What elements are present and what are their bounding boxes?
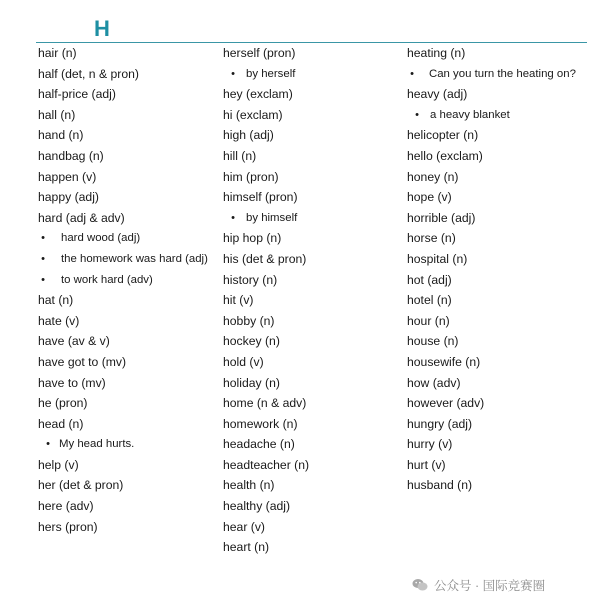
word-text: homework (n) (223, 416, 298, 431)
word-text: have (av & v) (38, 334, 110, 349)
word-entry (223, 331, 405, 352)
word-entry (223, 311, 405, 332)
word-entry (223, 43, 405, 64)
word-entry (407, 208, 597, 229)
word-text: hill (n) (223, 148, 257, 163)
word-text: heavy (adj) (407, 87, 468, 102)
example-phrase (38, 249, 222, 270)
word-entry (223, 146, 405, 167)
word-entry (407, 187, 597, 208)
word-text: have to (mv) (38, 375, 106, 390)
word-text: happy (adj) (38, 190, 99, 205)
bullet-icon: • (415, 108, 419, 121)
bullet-icon: • (46, 438, 50, 451)
word-entry (38, 352, 222, 373)
word-entry (223, 434, 405, 455)
word-entry (223, 414, 405, 435)
word-column-2 (223, 43, 405, 558)
word-text: health (n) (223, 478, 275, 493)
word-entry (38, 208, 222, 229)
word-text: head (n) (38, 416, 84, 431)
example-phrase (407, 105, 597, 126)
word-entry (407, 373, 597, 394)
word-text: hospital (n) (407, 251, 468, 266)
word-text: house (n) (407, 334, 459, 349)
word-column-1 (38, 43, 222, 537)
word-text: honey (n) (407, 169, 459, 184)
bullet-icon: • (41, 252, 45, 265)
word-entry (38, 455, 222, 476)
word-entry (38, 496, 222, 517)
word-text: hers (pron) (38, 519, 98, 534)
word-entry (223, 455, 405, 476)
word-text: hi (exclam) (223, 107, 283, 122)
word-entry (223, 537, 405, 558)
word-text: however (adv) (407, 396, 485, 411)
word-text: home (n & adv) (223, 396, 307, 411)
bullet-icon: • (41, 232, 45, 245)
word-entry (407, 146, 597, 167)
word-entry (38, 84, 222, 105)
word-text: have got to (mv) (38, 354, 127, 369)
word-entry (407, 455, 597, 476)
word-text: headache (n) (223, 437, 295, 452)
word-text: heating (n) (407, 46, 466, 60)
word-text: hate (v) (38, 313, 80, 328)
bullet-icon: • (231, 211, 235, 224)
word-text: hockey (n) (223, 334, 280, 349)
word-text: hurt (v) (407, 457, 446, 472)
word-entry (38, 331, 222, 352)
word-text: hey (exclam) (223, 87, 293, 102)
word-entry (38, 393, 222, 414)
word-entry (223, 125, 405, 146)
word-entry (38, 475, 222, 496)
word-entry (38, 311, 222, 332)
word-text: hear (v) (223, 519, 265, 534)
word-entry (223, 105, 405, 126)
word-entry (223, 270, 405, 291)
word-text: housewife (n) (407, 354, 481, 369)
word-text: here (adv) (38, 499, 94, 514)
word-entry (223, 167, 405, 188)
example-phrase (38, 270, 222, 291)
word-text: his (det & pron) (223, 251, 307, 266)
wechat-icon (412, 578, 428, 592)
word-entry (407, 475, 597, 496)
word-entry (38, 146, 222, 167)
word-entry (407, 352, 597, 373)
word-entry (38, 64, 222, 85)
example-phrase (223, 64, 405, 85)
word-text: hotel (n) (407, 293, 452, 308)
word-text: horse (n) (407, 231, 456, 246)
word-text: hurry (v) (407, 437, 453, 452)
word-entry (38, 105, 222, 126)
word-text: hair (n) (38, 46, 77, 60)
word-text: hip hop (n) (223, 231, 282, 246)
word-text: heart (n) (223, 540, 270, 555)
word-entry (407, 311, 597, 332)
watermark (412, 576, 545, 594)
word-text: hold (v) (223, 354, 264, 369)
word-text: hand (n) (38, 128, 84, 143)
word-text: hobby (n) (223, 313, 275, 328)
word-text: headteacher (n) (223, 457, 310, 472)
word-text: hello (exclam) (407, 148, 483, 163)
word-text: hour (n) (407, 313, 450, 328)
word-text: helicopter (n) (407, 128, 479, 143)
word-text: himself (pron) (223, 190, 298, 205)
bullet-icon: • (41, 273, 45, 286)
word-entry (38, 167, 222, 188)
word-entry (407, 125, 597, 146)
bullet-icon: • (410, 67, 414, 80)
section-heading-letter: H (94, 16, 110, 41)
example-text: by himself (246, 211, 298, 224)
example-phrase (223, 208, 405, 229)
word-entry (38, 290, 222, 311)
word-text: high (adj) (223, 128, 274, 143)
word-text: happen (v) (38, 169, 97, 184)
example-phrase (407, 64, 597, 85)
word-text: holiday (n) (223, 375, 280, 390)
word-entry (407, 270, 597, 291)
word-text: him (pron) (223, 169, 279, 184)
word-entry (38, 517, 222, 538)
example-text: the homework was hard (adj) (61, 252, 208, 265)
word-entry (407, 228, 597, 249)
word-entry (38, 414, 222, 435)
word-entry (223, 187, 405, 208)
word-entry (407, 43, 597, 64)
word-entry (38, 125, 222, 146)
word-entry (407, 414, 597, 435)
bullet-icon: • (231, 67, 235, 80)
word-entry (407, 393, 597, 414)
example-text: by herself (246, 67, 296, 80)
word-text: hit (v) (223, 293, 254, 308)
example-phrase (38, 434, 222, 455)
word-entry (407, 331, 597, 352)
word-entry (223, 496, 405, 517)
word-entry (223, 475, 405, 496)
word-text: hard (adj & adv) (38, 210, 125, 225)
word-entry (38, 373, 222, 394)
example-text: hard wood (adj) (61, 232, 141, 245)
watermark-text: 公众号 · 国际竞赛圈 (434, 579, 546, 593)
word-entry (407, 167, 597, 188)
word-entry (407, 84, 597, 105)
word-entry (223, 373, 405, 394)
example-text: Can you turn the heating on? (429, 67, 576, 80)
word-text: how (adv) (407, 375, 461, 390)
word-text: half (det, n & pron) (38, 66, 139, 81)
word-text: help (v) (38, 457, 79, 472)
example-phrase (38, 228, 222, 249)
word-entry (223, 393, 405, 414)
example-text: to work hard (adv) (61, 273, 153, 286)
word-entry (407, 434, 597, 455)
word-text: hat (n) (38, 293, 74, 308)
word-text: husband (n) (407, 478, 473, 493)
word-text: hot (adj) (407, 272, 452, 287)
word-entry (38, 187, 222, 208)
word-entry (223, 517, 405, 538)
word-text: her (det & pron) (38, 478, 124, 493)
word-text: half-price (adj) (38, 87, 116, 102)
word-text: handbag (n) (38, 148, 104, 163)
word-text: hall (n) (38, 107, 76, 122)
word-text: healthy (adj) (223, 499, 291, 514)
word-entry (38, 43, 222, 64)
word-text: herself (pron) (223, 46, 296, 60)
word-entry (223, 84, 405, 105)
word-text: history (n) (223, 272, 278, 287)
word-text: horrible (adj) (407, 210, 476, 225)
word-text: hope (v) (407, 190, 452, 205)
word-text: hungry (adj) (407, 416, 473, 431)
word-entry (223, 228, 405, 249)
word-entry (223, 290, 405, 311)
word-text: he (pron) (38, 396, 88, 411)
word-column-3 (407, 43, 597, 496)
word-entry (407, 249, 597, 270)
example-text: a heavy blanket (430, 108, 510, 121)
word-entry (223, 249, 405, 270)
example-text: My head hurts. (59, 438, 135, 451)
word-entry (407, 290, 597, 311)
word-entry (223, 352, 405, 373)
